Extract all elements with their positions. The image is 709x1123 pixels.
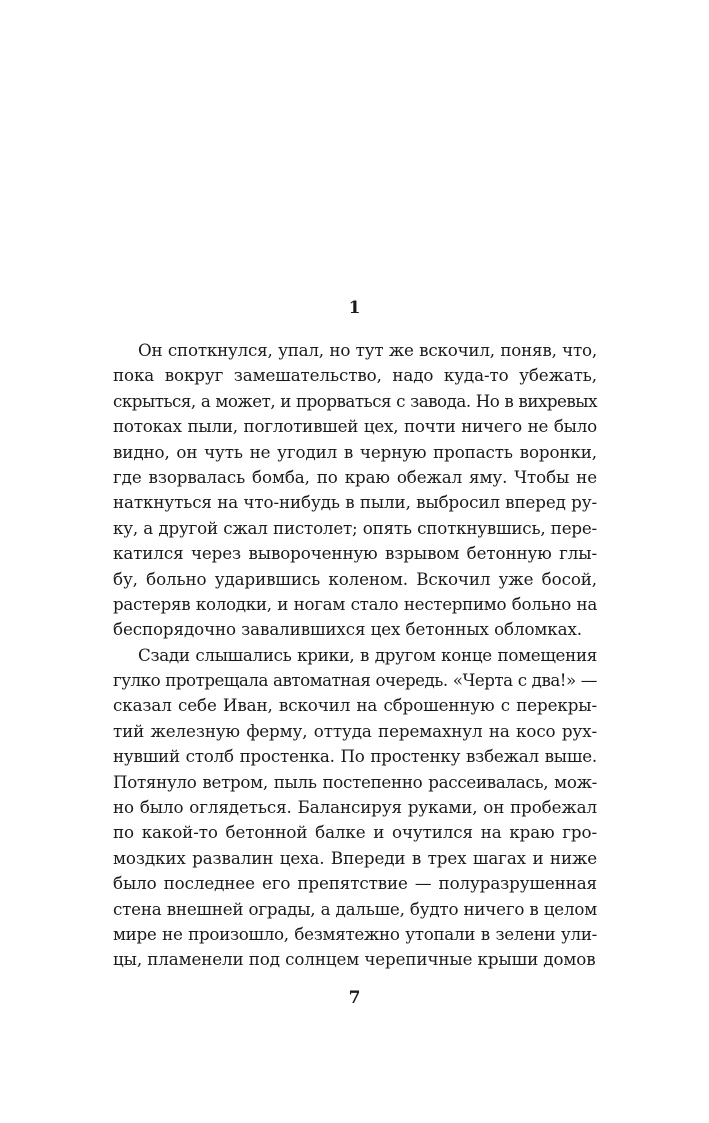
text-line: но было оглядеться. Балансируя руками, он пробежал xyxy=(113,797,597,818)
text-line: видно, он чуть не угодил в черную пропасть воронки, xyxy=(113,441,597,462)
chapter-number: 1 xyxy=(348,298,361,318)
text-line: потоках пыли, поглотившей цех, почти ничего не было xyxy=(113,416,597,437)
text-line: растеряв колодки, и ногам стало нестерпимо больно на xyxy=(113,593,597,614)
text-line: цы, пламенели под солнцем черепичные крыши домов xyxy=(113,949,596,970)
text-line: Он споткнулся, упал, но тут же вскочил, поняв, что, xyxy=(138,340,597,360)
text-line: моздких развалин цеха. Впереди в трех шагах и ниже xyxy=(113,847,597,868)
text-line: бу, больно ударившись коленом. Вскочил уже босой, xyxy=(113,568,597,589)
text-line: нувший столб простенка. По простенку взбежал выше. xyxy=(113,746,597,767)
text-line: катился через вывороченную взрывом бетонную глы- xyxy=(113,543,597,564)
text-line: по какой-то бетонной балке и очутился на краю гро- xyxy=(113,822,597,843)
text-line: было последнее его препятствие — полуразрушенная xyxy=(113,873,597,894)
text-line: ку, а другой сжал пистолет; опять споткнувшись, пере- xyxy=(113,517,597,538)
text-line: тий железную ферму, оттуда перемахнул на косо рух- xyxy=(113,720,597,741)
text-line: скрыться, а может, и прорваться с завода. Но в вихревых xyxy=(113,390,597,411)
text-line: Потянуло ветром, пыль постепенно рассеивалась, мож- xyxy=(113,771,597,792)
text-line: сказал себе Иван, вскочил на сброшенную с перекры- xyxy=(113,695,597,716)
text-line: беспорядочно завалившихся цех бетонных обломках. xyxy=(113,619,582,640)
text-line: где взорвалась бомба, по краю обежал яму. Чтобы не xyxy=(113,466,597,487)
text-line: гулко протрещала автоматная очередь. «Черта с два!» — xyxy=(113,670,597,691)
text-line: пока вокруг замешательство, надо куда-то убежать, xyxy=(113,365,597,386)
text-line: Сзади слышались крики, в другом конце помещения xyxy=(138,644,597,665)
paragraph-2 xyxy=(113,643,597,973)
body-text xyxy=(113,338,597,973)
text-line: наткнуться на что-нибудь в пыли, выбросил вперед ру- xyxy=(113,492,597,513)
text-line: мире не произошло, безмятежно утопали в зелени ули- xyxy=(113,923,597,944)
text-line: стена внешней ограды, а дальше, будто ничего в целом xyxy=(113,898,597,919)
page-number: 7 xyxy=(348,988,361,1008)
paragraph-1 xyxy=(113,338,597,643)
